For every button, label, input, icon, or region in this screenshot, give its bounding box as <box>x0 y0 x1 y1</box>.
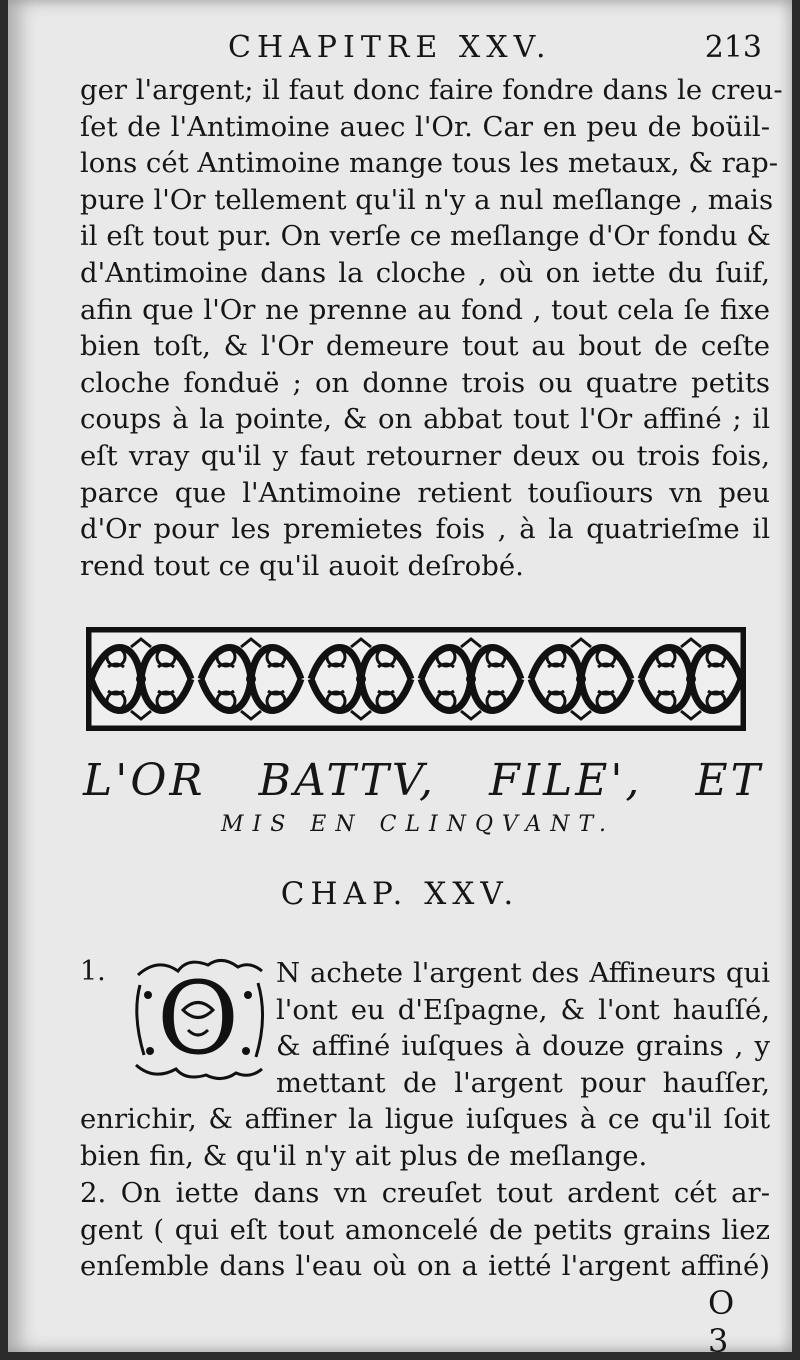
paragraph-section1-rest <box>80 1101 770 1174</box>
text-line: & affiné iuſques à douze grains , y <box>276 1030 770 1063</box>
text-line: cloche fonduë ; on donne trois ou quatre petits <box>80 366 770 399</box>
text-line: 2. On iette dans vn creuſet tout ardent cét ar- <box>80 1177 770 1209</box>
text-line: mettant de l'argent pour hauſſer, <box>276 1066 770 1099</box>
text-line: lons cét Antimoine mange tous les metaux, & rap- <box>80 147 779 180</box>
text-line: ſet de l'Antimoine auec l'Or. Car en peu de boüil- <box>80 110 770 143</box>
text-line: parce que l'Antimoine retient touſiours vn peu <box>80 476 770 509</box>
text-line: l'ont eu d'Eſpagne, & l'ont hauſſé, <box>276 993 770 1026</box>
running-head <box>228 30 762 70</box>
running-head-chapter: CHAPITRE XXV. <box>228 30 552 65</box>
text-line: enrichir, & affiner la ligue iuſques à ce qu'il ſoit <box>80 1103 770 1135</box>
section-subtitle: MIS EN CLINQVANT. <box>221 812 615 837</box>
decorated-initial-icon <box>128 955 268 1085</box>
section-title: L'OR BATTV, FILE', ET <box>83 755 763 806</box>
text-line: d'Or pour les premietes fois , à la quatrieſme il <box>80 513 770 546</box>
text-line: N achete l'argent des Affineurs qui <box>276 957 770 989</box>
paragraph-beside-initial <box>276 955 770 1101</box>
paragraph-continuation <box>80 72 783 584</box>
text-line: eſt vray qu'il y faut retourner deux ou trois fois, <box>80 439 770 472</box>
text-line: rend tout ce qu'il auoit deſrobé. <box>80 549 524 582</box>
text-line: bien fin, & qu'il n'y ait plus de meſlange. <box>80 1139 648 1172</box>
text-line: ger l'argent; il faut donc faire fondre dans le creu- <box>80 74 783 106</box>
text-line: bien toſt, & l'Or demeure tout au bout de ceſte <box>80 330 770 363</box>
paragraph-section2 <box>80 1175 770 1285</box>
text-line: afin que l'Or ne prenne au fond , tout cela ſe fixe <box>80 293 770 326</box>
text-line: gent ( qui eſt tout amoncelé de petits grains liez <box>80 1213 770 1246</box>
text-line: il eſt tout pur. On verſe ce meſlange d'Or fondu & <box>80 220 771 253</box>
text-line: d'Antimoine dans la cloche , où on iette du ſuif, <box>80 256 770 289</box>
signature-mark: O 3 <box>708 1284 745 1360</box>
page-number: 213 <box>704 30 762 65</box>
text-line: coups à la pointe, & on abbat tout l'Or affiné ; il <box>80 403 770 436</box>
text-line: enſemble dans l'eau où on a ietté l'argent affiné) <box>80 1250 770 1283</box>
section-number: 1. <box>80 956 106 987</box>
book-page <box>8 0 792 1360</box>
chapter-heading: CHAP. XXV. <box>280 876 520 912</box>
ornamental-band <box>86 627 746 731</box>
text-line: pure l'Or tellement qu'il n'y a nul meſlange , mais <box>80 183 774 216</box>
dropcap-letter: O <box>157 960 239 1077</box>
